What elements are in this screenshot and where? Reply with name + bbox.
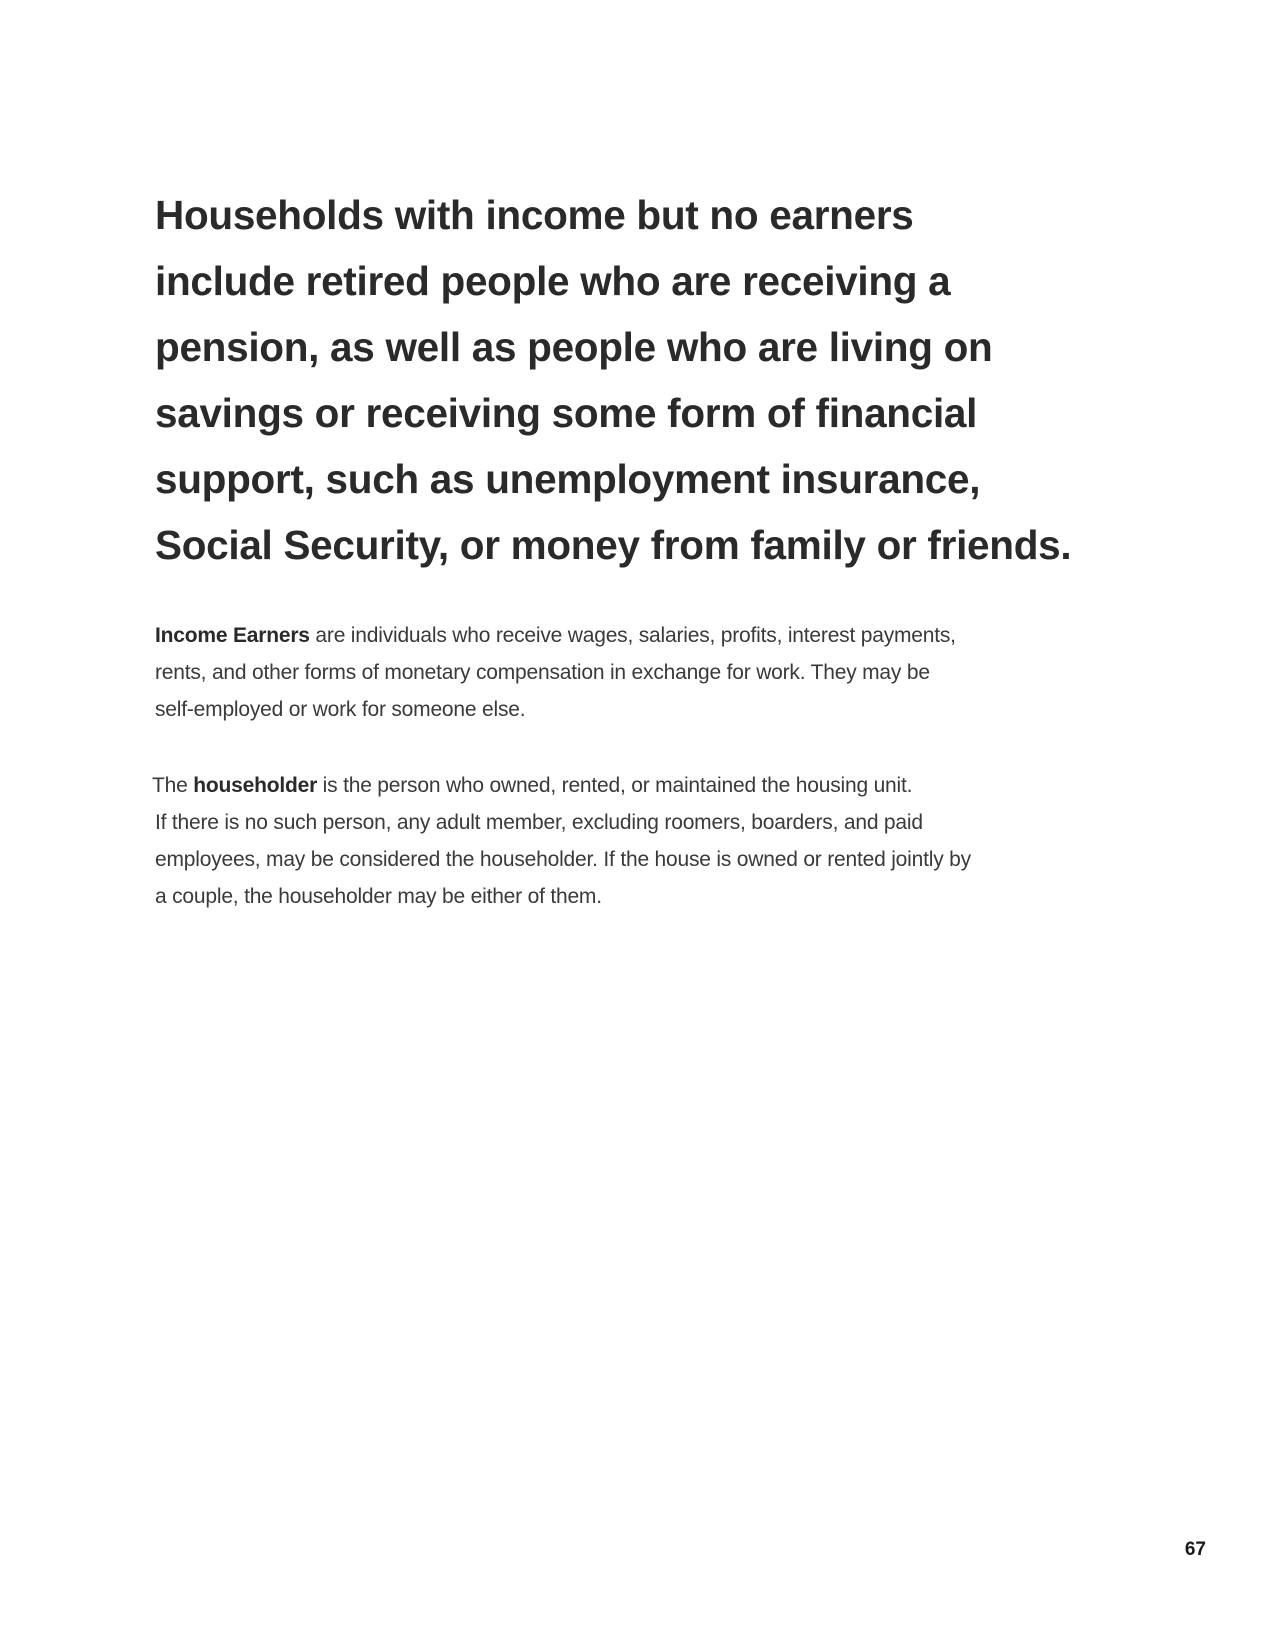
- definition-line: rents, and other forms of monetary compensation in exchange for work. They may be: [155, 661, 930, 684]
- definition-line: If there is no such person, any adult member, excluding roomers, boarders, and paid: [155, 811, 923, 834]
- headline-quote: [155, 182, 1075, 578]
- headline-line: include retired people who are receiving a: [155, 258, 951, 304]
- headline-line: savings or receiving some form of financial: [155, 390, 978, 436]
- householder-definition: [152, 767, 1072, 915]
- definition-text: is the person who owned, rented, or maintained the housing unit.: [317, 774, 913, 797]
- definition-text: are individuals who receive wages, salaries, profits, interest payments,: [309, 624, 956, 647]
- headline-line: Social Security, or money from family or friends.: [155, 522, 1072, 568]
- definition-line: a couple, the householder may be either of them.: [155, 885, 602, 908]
- definition-line: [152, 767, 1072, 804]
- definition-line: employees, may be considered the householder. If the house is owned or rented jointly by: [155, 848, 971, 871]
- definition-prefix: The: [152, 774, 194, 797]
- definition-line: self-employed or work for someone else.: [155, 698, 526, 721]
- page-number: 67: [1184, 1539, 1206, 1560]
- headline-line: pension, as well as people who are living on: [155, 324, 993, 370]
- householder-term: householder: [193, 774, 318, 797]
- income-earners-definition: [155, 617, 1075, 728]
- headline-line: Households with income but no earners: [155, 192, 914, 238]
- definition-line: [155, 617, 1075, 654]
- income-earners-term: Income Earners: [155, 624, 310, 647]
- headline-line: support, such as unemployment insurance,: [155, 456, 981, 502]
